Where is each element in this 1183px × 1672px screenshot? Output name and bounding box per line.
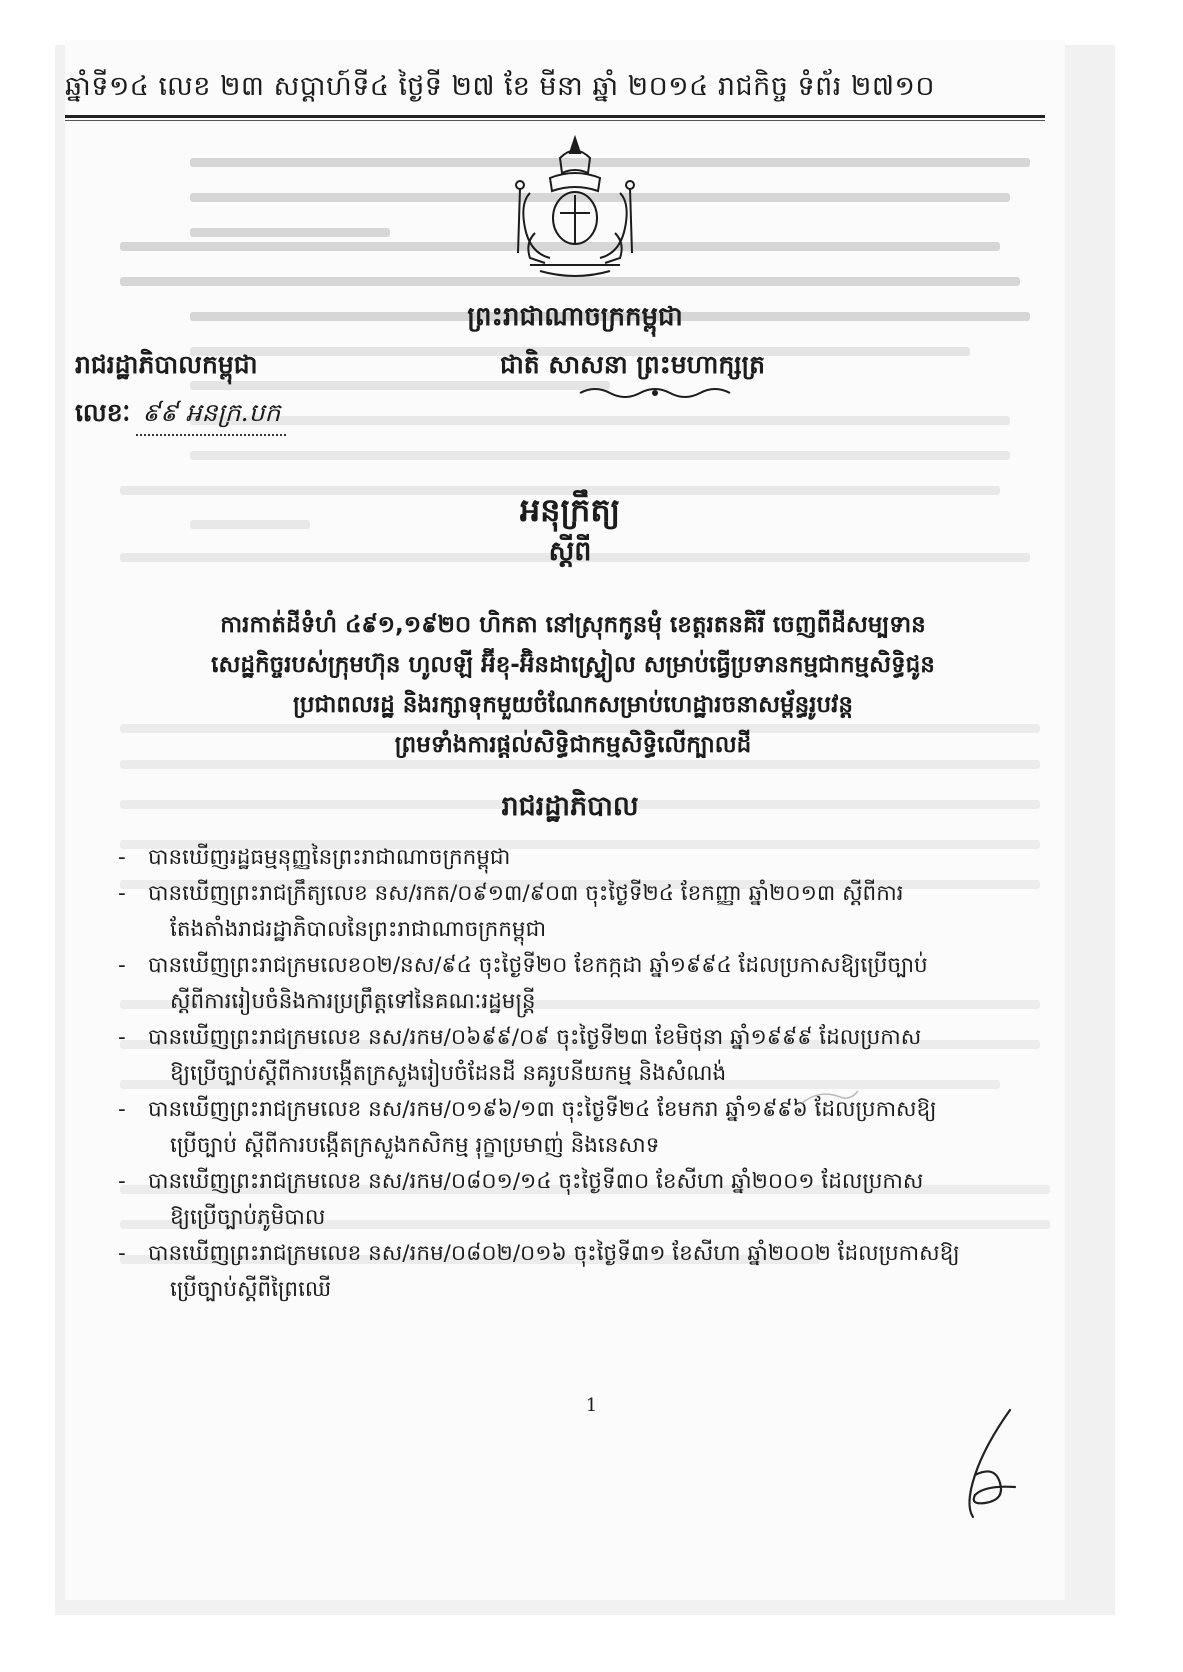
item-line: បានឃើញព្រះរាជក្រឹត្យលេខ នស/រកត/០៩១៣/៩០៣ ចុះថ្ងៃទី២៤ ខែកញ្ញា ឆ្នាំ២០១៣ ស្តីពីការ (148, 881, 904, 906)
item-line: បានឃើញរដ្ឋធម្មនុញ្ញនៃព្រះរាជាណាចក្រកម្ពុជា (148, 845, 511, 870)
royal-arms-emblem-icon (490, 133, 660, 283)
list-item: - បានឃើញព្រះរាជក្រមលេខ នស/រកម/០១៩៦/១៣ ចុះថ្ងៃទី២៤ ខែមករា ឆ្នាំ១៩៩៦ ដែលប្រកាសឱ្យ ប្រើច្បាប់ ស្តីពីការបង្កើតក្រសួងកសិកម្ម រុក្ខាប្រមាញ់ និងនេសាទ (118, 1092, 1033, 1164)
ornament-divider-icon (575, 385, 735, 401)
item-line: ឱ្យប្រើច្បាប់ភូមិបាល (170, 1205, 326, 1230)
document-subject (118, 605, 1028, 765)
subject-line: ការកាត់ដីទំហំ ៤៩១,១៩២០ ហិកតា នៅស្រុកកូនមុំ ខេត្តរតនគិរី ចេញពីដីសម្បទាន (220, 612, 926, 638)
subject-line: សេដ្ឋកិច្ចរបស់ក្រុមហ៊ុន ហូលឡី អ៊ីខុ-អ៊ិនដាស្ទ្រៀល សម្រាប់ធ្វើប្រទានកម្មជាកម្មសិទ្ធិជូន (211, 652, 935, 678)
number-label: លេខៈ (75, 398, 131, 427)
signature-icon (955, 1405, 1035, 1525)
subject-line: ព្រមទាំងការផ្តល់សិទ្ធិជាកម្មសិទ្ធិលើក្បាលដី (394, 732, 752, 758)
item-line: ប្រើច្បាប់ស្តីពីព្រៃឈើ (170, 1277, 332, 1302)
item-line: ស្តីពីការរៀបចំនិងការប្រព្រឹត្តទៅនៃគណៈរដ្ឋមន្ត្រី (170, 989, 536, 1014)
header-rule-thin (65, 120, 1045, 121)
kingdom-title: ព្រះរាជាណាចក្រកម្ពុជា (467, 302, 683, 332)
government-name: រាជរដ្ឋាភិបាលកម្ពុជា (75, 350, 258, 379)
list-item: - បានឃើញព្រះរាជក្រមលេខ នស/រកម/០៦៩៩/០៩ ចុះថ្ងៃទី២៣ ខែមិថុនា ឆ្នាំ១៩៩៩ ដែលប្រកាស ឱ្យប្រើច្បាប់ស្តីពីការបង្កើតក្រសួងរៀបចំដែនដី នគរូបនីយកម្ម និងសំណង់ (118, 1020, 1033, 1092)
national-motto: ជាតិ សាសនា ព្រះមហាក្សត្រ (500, 350, 765, 379)
list-item: - បានឃើញព្រះរាជក្រមលេខ នស/រកម/០៨០២/០១៦ ចុះថ្ងៃទី៣១ ខែសីហា ឆ្នាំ២០០២ ដែលប្រកាសឱ្យ ប្រើច្បាប់ស្តីពីព្រៃឈើ (118, 1236, 1033, 1308)
item-line: បានឃើញព្រះរាជក្រមលេខ នស/រកម/០១៩៦/១៣ ចុះថ្ងៃទី២៤ ខែមករា ឆ្នាំ១៩៩៦ ដែលប្រកាសឱ្យ (148, 1097, 937, 1122)
faint-scribble-icon (800, 1085, 860, 1109)
document-number (75, 398, 286, 436)
item-line: បានឃើញព្រះរាជក្រមលេខ នស/រកម/០៨០២/០១៦ ចុះថ្ងៃទី៣១ ខែសីហា ឆ្នាំ២០០២ ដែលប្រកាសឱ្យ (148, 1241, 960, 1266)
about-label: ស្តីពី (548, 536, 592, 567)
considerations-list (118, 840, 1033, 1308)
item-line: បានឃើញព្រះរាជក្រមលេខ០២/នស/៩៤ ចុះថ្ងៃទី២០ ខែកក្កដា ឆ្នាំ១៩៩៤ ដែលប្រកាសឱ្យប្រើច្បាប់ (148, 953, 928, 978)
item-line: ឱ្យប្រើច្បាប់ស្តីពីការបង្កើតក្រសួងរៀបចំដែនដី នគរូបនីយកម្ម និងសំណង់ (170, 1061, 727, 1086)
number-value: ៩៩ អនក្រ.បក (136, 398, 286, 436)
list-item: - បានឃើញរដ្ឋធម្មនុញ្ញនៃព្រះរាជាណាចក្រកម្ពុជា (118, 840, 1033, 876)
item-line: បានឃើញព្រះរាជក្រមលេខ នស/រកម/០៨០១/១៤ ចុះថ្ងៃទី៣០ ខែសីហា ឆ្នាំ២០០១ ដែលប្រកាស (148, 1169, 924, 1194)
list-item: - បានឃើញព្រះរាជក្រមលេខ០២/នស/៩៤ ចុះថ្ងៃទី២០ ខែកក្កដា ឆ្នាំ១៩៩៤ ដែលប្រកាសឱ្យប្រើច្បាប់ ស្តីពីការរៀបចំនិងការប្រព្រឹត្តទៅនៃគណៈរដ្ឋមន្ត្រី (118, 948, 1033, 1020)
header-rule (65, 115, 1045, 118)
subject-line: ប្រជាពលរដ្ឋ និងរក្សាទុកមួយចំណែកសម្រាប់ហេដ្ឋារចនាសម្ព័ន្ធរូបវន្ត (293, 692, 853, 718)
item-line: តែងតាំងរាជរដ្ឋាភិបាលនៃព្រះរាជាណាចក្រកម្ពុជា (170, 917, 547, 942)
item-line: ប្រើច្បាប់ ស្តីពីការបង្កើតក្រសួងកសិកម្ម រុក្ខាប្រមាញ់ និងនេសាទ (170, 1133, 660, 1158)
item-line: បានឃើញព្រះរាជក្រមលេខ នស/រកម/០៦៩៩/០៩ ចុះថ្ងៃទី២៣ ខែមិថុនា ឆ្នាំ១៩៩៩ ដែលប្រកាស (148, 1025, 922, 1050)
page-number: 1 (585, 1395, 598, 1416)
document-type: អនុក្រឹត្យ (519, 491, 621, 529)
government-heading: រាជរដ្ឋាភិបាល (501, 791, 639, 822)
list-item: - បានឃើញព្រះរាជក្រមលេខ នស/រកម/០៨០១/១៤ ចុះថ្ងៃទី៣០ ខែសីហា ឆ្នាំ២០០១ ដែលប្រកាស ឱ្យប្រើច្បាប់ភូមិបាល (118, 1164, 1033, 1236)
list-item: - បានឃើញព្រះរាជក្រឹត្យលេខ នស/រកត/០៩១៣/៩០៣ ចុះថ្ងៃទី២៤ ខែកញ្ញា ឆ្នាំ២០១៣ ស្តីពីការ តែងតាំងរាជរដ្ឋាភិបាលនៃព្រះរាជាណាចក្រកម្ពុជា (118, 876, 1033, 948)
gazette-header: ឆ្នាំទី១៤ លេខ ២៣ សប្តាហ៍ទី៤ ថ្ងៃទី ២៧ ខែ មីនា ឆ្នាំ ២០១៤ រាជកិច្ច ទំព័រ ២៧១០ (65, 71, 936, 102)
